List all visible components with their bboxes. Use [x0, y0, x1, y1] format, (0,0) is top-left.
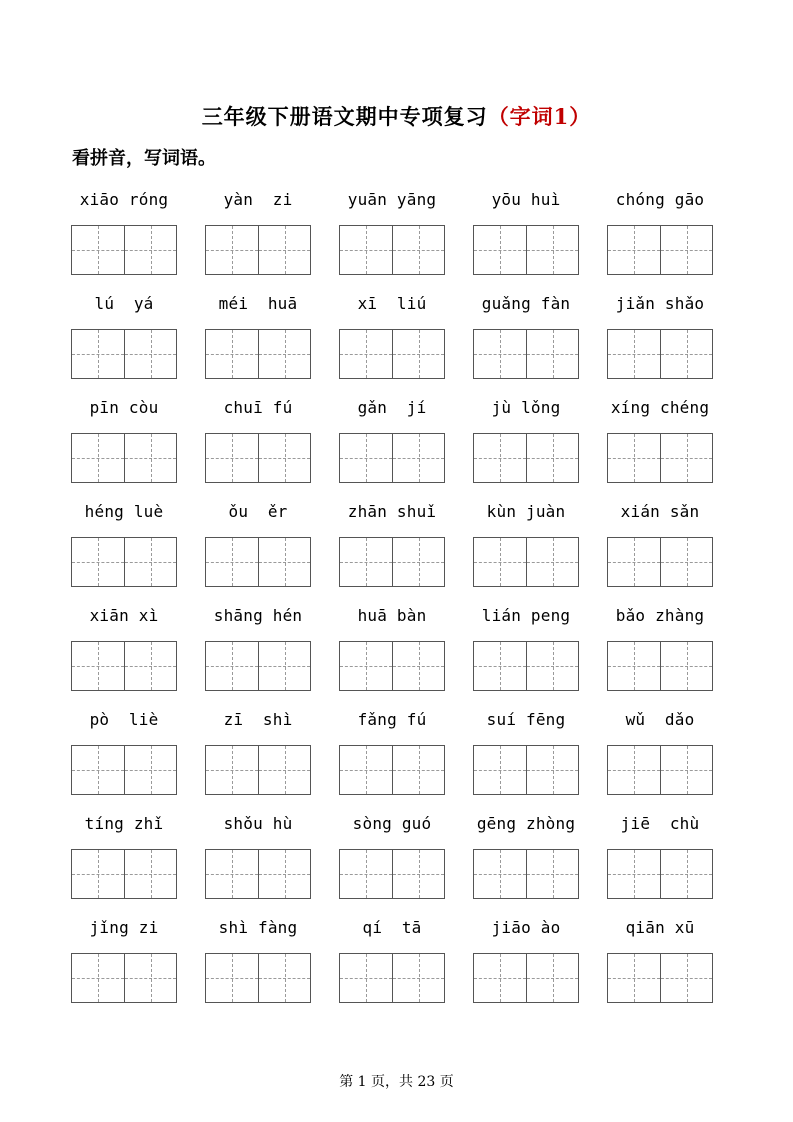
word-item — [205, 289, 311, 368]
tianzige-box[interactable] — [474, 434, 526, 482]
tianzige-box[interactable] — [124, 954, 176, 1002]
tianzige-box[interactable] — [392, 330, 444, 378]
word-item — [339, 913, 445, 992]
tianzige-box[interactable] — [206, 538, 258, 586]
writing-boxes — [473, 745, 579, 795]
word-item — [339, 601, 445, 680]
tianzige-box[interactable] — [258, 746, 310, 794]
pinyin-label: jiǎn shǎo — [615, 294, 705, 313]
tianzige-box[interactable] — [608, 226, 660, 274]
tianzige-box[interactable] — [72, 746, 124, 794]
writing-boxes — [607, 433, 713, 483]
tianzige-box[interactable] — [124, 642, 176, 690]
tianzige-box[interactable] — [258, 434, 310, 482]
pinyin-label: xiān xì — [89, 606, 159, 625]
writing-boxes — [473, 849, 579, 899]
tianzige-box[interactable] — [124, 434, 176, 482]
pinyin-label: yàn zi — [223, 190, 293, 209]
writing-boxes — [71, 537, 177, 587]
tianzige-box[interactable] — [608, 954, 660, 1002]
pinyin-label: tíng zhǐ — [84, 814, 164, 833]
pinyin-label: zī shì — [223, 710, 293, 729]
tianzige-box[interactable] — [660, 642, 712, 690]
word-item — [339, 497, 445, 576]
writing-boxes — [339, 849, 445, 899]
writing-boxes — [473, 433, 579, 483]
pinyin-label: héng luè — [84, 502, 164, 521]
writing-boxes — [473, 537, 579, 587]
word-item — [71, 185, 177, 264]
tianzige-box[interactable] — [392, 642, 444, 690]
word-item — [205, 705, 311, 784]
word-item — [473, 185, 579, 264]
pinyin-label: chóng gāo — [615, 190, 705, 209]
word-item — [71, 289, 177, 368]
writing-boxes — [339, 745, 445, 795]
pinyin-label: sòng guó — [352, 814, 432, 833]
tianzige-box[interactable] — [526, 746, 578, 794]
tianzige-box[interactable] — [474, 642, 526, 690]
pinyin-label: shǒu hù — [223, 814, 293, 833]
pinyin-label: pò liè — [89, 710, 159, 729]
tianzige-box[interactable] — [72, 538, 124, 586]
pinyin-label: shì fàng — [218, 918, 298, 937]
tianzige-box[interactable] — [608, 434, 660, 482]
word-item — [607, 705, 713, 784]
writing-boxes — [607, 537, 713, 587]
section-instruction: 看拼音，写词语。 — [72, 148, 216, 169]
pinyin-label: pīn còu — [89, 398, 159, 417]
writing-boxes — [339, 953, 445, 1003]
pinyin-label: xíng chéng — [610, 398, 710, 417]
writing-boxes — [71, 225, 177, 275]
tianzige-box[interactable] — [474, 538, 526, 586]
tianzige-box[interactable] — [258, 226, 310, 274]
word-item — [71, 497, 177, 576]
tianzige-box[interactable] — [206, 642, 258, 690]
word-item — [71, 601, 177, 680]
writing-boxes — [205, 953, 311, 1003]
pinyin-label: gǎn jí — [357, 398, 427, 417]
title-main: 三年级下册语文期中专项复习 — [201, 104, 488, 129]
tianzige-box[interactable] — [526, 434, 578, 482]
tianzige-box[interactable] — [608, 746, 660, 794]
tianzige-box[interactable] — [526, 954, 578, 1002]
word-item — [205, 809, 311, 888]
title-suffix: （字词1） — [487, 104, 592, 129]
pinyin-label: suí fēng — [486, 710, 566, 729]
pinyin-label: zhān shuǐ — [347, 502, 437, 521]
word-item — [339, 809, 445, 888]
tianzige-box[interactable] — [474, 226, 526, 274]
writing-boxes — [71, 433, 177, 483]
pinyin-label: bǎo zhàng — [615, 606, 705, 625]
tianzige-box[interactable] — [72, 330, 124, 378]
pinyin-label: ǒu ěr — [228, 502, 288, 521]
pinyin-label: kùn juàn — [486, 502, 566, 521]
tianzige-box[interactable] — [206, 850, 258, 898]
tianzige-box[interactable] — [392, 954, 444, 1002]
tianzige-box[interactable] — [340, 642, 392, 690]
writing-boxes — [205, 433, 311, 483]
word-item — [607, 393, 713, 472]
pinyin-label: qí tā — [362, 918, 422, 937]
tianzige-box[interactable] — [72, 226, 124, 274]
tianzige-box[interactable] — [526, 226, 578, 274]
tianzige-box[interactable] — [392, 538, 444, 586]
word-item — [473, 289, 579, 368]
word-item — [71, 809, 177, 888]
pinyin-label: yōu huì — [491, 190, 561, 209]
writing-boxes — [607, 745, 713, 795]
writing-boxes — [339, 537, 445, 587]
word-item — [607, 497, 713, 576]
writing-boxes — [473, 953, 579, 1003]
pinyin-label: huā bàn — [357, 606, 427, 625]
pinyin-label: xī liú — [357, 294, 427, 313]
word-item — [339, 185, 445, 264]
tianzige-box[interactable] — [258, 538, 310, 586]
tianzige-box[interactable] — [124, 330, 176, 378]
tianzige-box[interactable] — [526, 330, 578, 378]
writing-boxes — [339, 433, 445, 483]
tianzige-box[interactable] — [608, 330, 660, 378]
writing-boxes — [339, 641, 445, 691]
tianzige-box[interactable] — [258, 850, 310, 898]
tianzige-box[interactable] — [526, 642, 578, 690]
writing-boxes — [607, 849, 713, 899]
pinyin-label: lú yá — [94, 294, 154, 313]
word-item — [205, 393, 311, 472]
tianzige-box[interactable] — [258, 642, 310, 690]
page-title — [0, 101, 793, 133]
word-item — [473, 497, 579, 576]
pinyin-label: méi huā — [218, 294, 298, 313]
tianzige-box[interactable] — [392, 434, 444, 482]
tianzige-box[interactable] — [660, 330, 712, 378]
tianzige-box[interactable] — [340, 538, 392, 586]
word-item — [607, 913, 713, 992]
tianzige-box[interactable] — [206, 746, 258, 794]
tianzige-box[interactable] — [206, 434, 258, 482]
pinyin-label: shāng hén — [213, 606, 303, 625]
tianzige-box[interactable] — [660, 850, 712, 898]
tianzige-box[interactable] — [72, 434, 124, 482]
tianzige-box[interactable] — [392, 850, 444, 898]
pinyin-label: yuān yāng — [347, 190, 437, 209]
tianzige-box[interactable] — [608, 850, 660, 898]
word-item — [71, 705, 177, 784]
tianzige-box[interactable] — [340, 954, 392, 1002]
pinyin-label: qiān xū — [625, 918, 695, 937]
word-item — [71, 913, 177, 992]
word-item — [607, 809, 713, 888]
tianzige-box[interactable] — [660, 434, 712, 482]
writing-boxes — [71, 953, 177, 1003]
pinyin-label: gēng zhòng — [476, 814, 576, 833]
pinyin-label: jù lǒng — [491, 398, 561, 417]
writing-boxes — [473, 641, 579, 691]
word-item — [473, 809, 579, 888]
tianzige-box[interactable] — [340, 746, 392, 794]
tianzige-box[interactable] — [72, 954, 124, 1002]
writing-boxes — [205, 641, 311, 691]
writing-boxes — [607, 225, 713, 275]
tianzige-box[interactable] — [474, 850, 526, 898]
tianzige-box[interactable] — [340, 850, 392, 898]
tianzige-box[interactable] — [660, 538, 712, 586]
word-item — [607, 289, 713, 368]
writing-boxes — [205, 329, 311, 379]
tianzige-box[interactable] — [124, 226, 176, 274]
tianzige-box[interactable] — [340, 330, 392, 378]
tianzige-box[interactable] — [660, 226, 712, 274]
tianzige-box[interactable] — [474, 954, 526, 1002]
pinyin-label: chuī fú — [223, 398, 293, 417]
tianzige-box[interactable] — [206, 954, 258, 1002]
tianzige-box[interactable] — [392, 746, 444, 794]
tianzige-box[interactable] — [474, 330, 526, 378]
writing-boxes — [205, 849, 311, 899]
pinyin-label: fǎng fú — [357, 710, 427, 729]
tianzige-box[interactable] — [608, 538, 660, 586]
word-item — [205, 185, 311, 264]
word-item — [71, 393, 177, 472]
writing-boxes — [71, 849, 177, 899]
pinyin-label: xiāo róng — [79, 190, 169, 209]
tianzige-box[interactable] — [474, 746, 526, 794]
tianzige-box[interactable] — [340, 434, 392, 482]
tianzige-box[interactable] — [124, 850, 176, 898]
word-item — [473, 705, 579, 784]
word-item — [205, 601, 311, 680]
tianzige-box[interactable] — [526, 538, 578, 586]
pinyin-label: xián sǎn — [620, 502, 700, 521]
word-item — [339, 705, 445, 784]
tianzige-box[interactable] — [124, 746, 176, 794]
word-item — [339, 393, 445, 472]
tianzige-box[interactable] — [124, 538, 176, 586]
tianzige-box[interactable] — [258, 330, 310, 378]
pinyin-label: jǐng zi — [89, 918, 159, 937]
writing-boxes — [607, 953, 713, 1003]
writing-boxes — [607, 641, 713, 691]
pinyin-label: jiē chù — [620, 814, 700, 833]
tianzige-box[interactable] — [206, 330, 258, 378]
writing-boxes — [71, 745, 177, 795]
tianzige-box[interactable] — [608, 642, 660, 690]
tianzige-box[interactable] — [258, 954, 310, 1002]
writing-boxes — [205, 745, 311, 795]
writing-boxes — [71, 641, 177, 691]
word-item — [205, 913, 311, 992]
tianzige-box[interactable] — [206, 226, 258, 274]
writing-boxes — [205, 537, 311, 587]
tianzige-box[interactable] — [526, 850, 578, 898]
tianzige-box[interactable] — [392, 226, 444, 274]
writing-boxes — [339, 225, 445, 275]
writing-boxes — [473, 225, 579, 275]
tianzige-box[interactable] — [660, 954, 712, 1002]
tianzige-box[interactable] — [340, 226, 392, 274]
word-item — [607, 185, 713, 264]
word-item — [607, 601, 713, 680]
tianzige-box[interactable] — [72, 642, 124, 690]
pinyin-label: guǎng fàn — [481, 294, 571, 313]
pinyin-label: wǔ dǎo — [625, 710, 695, 729]
pinyin-label: jiāo ào — [491, 918, 561, 937]
writing-boxes — [339, 329, 445, 379]
word-item — [473, 601, 579, 680]
pinyin-grid — [71, 185, 713, 992]
writing-boxes — [607, 329, 713, 379]
word-item — [205, 497, 311, 576]
writing-boxes — [71, 329, 177, 379]
pinyin-label: lián peng — [481, 606, 571, 625]
word-item — [339, 289, 445, 368]
word-item — [473, 913, 579, 992]
writing-boxes — [205, 225, 311, 275]
page-footer: 第 1 页，共 23 页 — [339, 1074, 454, 1090]
tianzige-box[interactable] — [72, 850, 124, 898]
writing-boxes — [473, 329, 579, 379]
tianzige-box[interactable] — [660, 746, 712, 794]
word-item — [473, 393, 579, 472]
